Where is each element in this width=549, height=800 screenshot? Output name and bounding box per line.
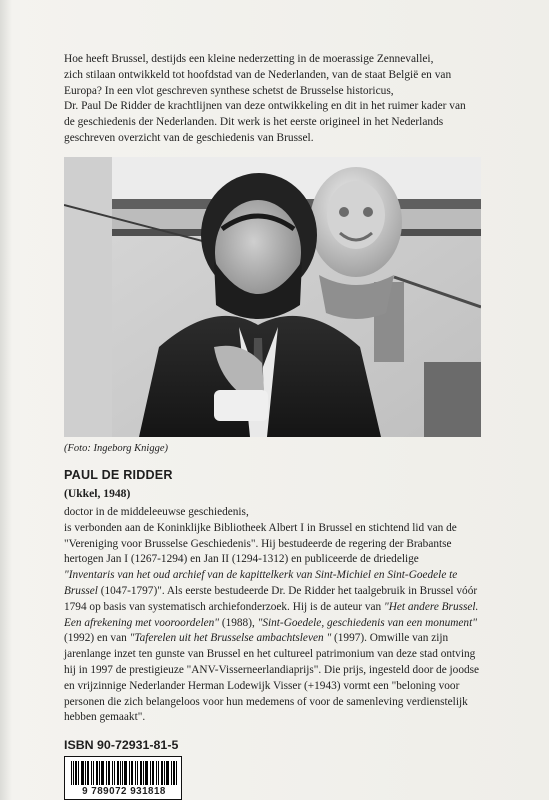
photo-caption: (Foto: Ingeborg Knigge) [64,443,169,454]
barcode-digits: 9 789072 931818 [82,786,166,797]
bio-line: hij in 1997 de prestigieuze "ANV-Visserneerlandiaprijs". Die prijs, ingesteld door de joodse [64,663,480,676]
author-name: PAUL DE RIDDER [64,468,173,482]
bio-text: (1992) en van [64,632,130,645]
blurb-text [64,52,499,147]
bio-line: hebben gemaakt". [64,711,146,724]
bio-line [64,600,496,616]
bio-title: "Taferelen uit het Brusselse ambachtsleven " [129,632,332,645]
bio-line [64,568,496,584]
bio-line [64,584,496,600]
blurb-line: Hoe heeft Brussel, destijds een kleine nederzetting in de moerassige Zennevallei, [64,53,434,65]
isbn-number: ISBN 90-72931-81-5 [64,738,179,752]
bio-line: is verbonden aan de Koninklijke Bibliotheek Albert I in Brussel en stichtend lid van de [64,521,457,534]
bio-title: "Het andere Brussel. [384,600,479,613]
blurb-line: Europa? In een vlot geschreven synthese schetst de Brusselse historicus, [64,84,394,97]
bio-text: (1047-1797)". Als eerste bestudeerde Dr. De Ridder het taalgebruik in Brussel vóór [97,584,478,597]
bio-line: en vrijzinnige Nederlander Herman Lodewijk Visser (+1943) vormt een "beloning voor [64,679,460,692]
blurb-line: geschreven overzicht van de geschiedenis van Brussel. [64,131,314,144]
spine-shadow [0,0,12,800]
author-bio [64,505,496,726]
bio-line: "Vereniging voor Brusselse Geschiedenis". Hij bestudeerde de regering der Brabantse [64,537,452,550]
bio-title: Brussel [64,584,98,597]
blurb-line: Dr. Paul De Ridder de krachtlijnen van deze ontwikkeling en dit in het ruimer kader van [64,100,466,113]
bio-line [64,616,496,632]
blurb-line: zich stilaan ontwikkeld tot hoofdstad van de Nederlanden, van de staat België en van [64,68,452,81]
author-birth: (Ukkel, 1948) [64,487,131,500]
author-photo [64,157,481,437]
bio-line: personen die zich belangeloos voor hun medemens of voor de samenleving verdienstelijk [64,695,468,708]
bio-text: (1997). Omwille van zijn [331,632,449,645]
bio-line: hertogen Jan I (1267-1294) en Jan II (1294-1312) en publiceerde de driedelige [64,553,419,566]
bio-line: jarenlange inzet ten gunste van Brussel en het cultureel patrimonium van deze stad ontving [64,648,476,661]
author-photo-image [64,157,481,437]
bio-title: Een afrekening met vooroordelen" [64,616,220,629]
bio-line [64,631,496,647]
barcode [64,756,182,800]
bio-title: "Sint-Goedele, geschiedenis van een monument" [257,616,477,629]
bio-text: 1794 op basis van systematisch archiefonderzoek. Hij is de auteur van [64,600,384,613]
bio-text: (1988), [219,616,258,629]
blurb-line: de geschiedenis der Nederlanden. Dit werk is het eerste origineel in het Nederlands [64,116,444,129]
barcode-bars [71,761,177,785]
bio-title: "Inventaris van het oud archief van de kapittelkerk van Sint-Michiel en Sint-Goedele te [64,569,458,582]
bio-line: doctor in de middeleeuwse geschiedenis, [64,506,249,518]
